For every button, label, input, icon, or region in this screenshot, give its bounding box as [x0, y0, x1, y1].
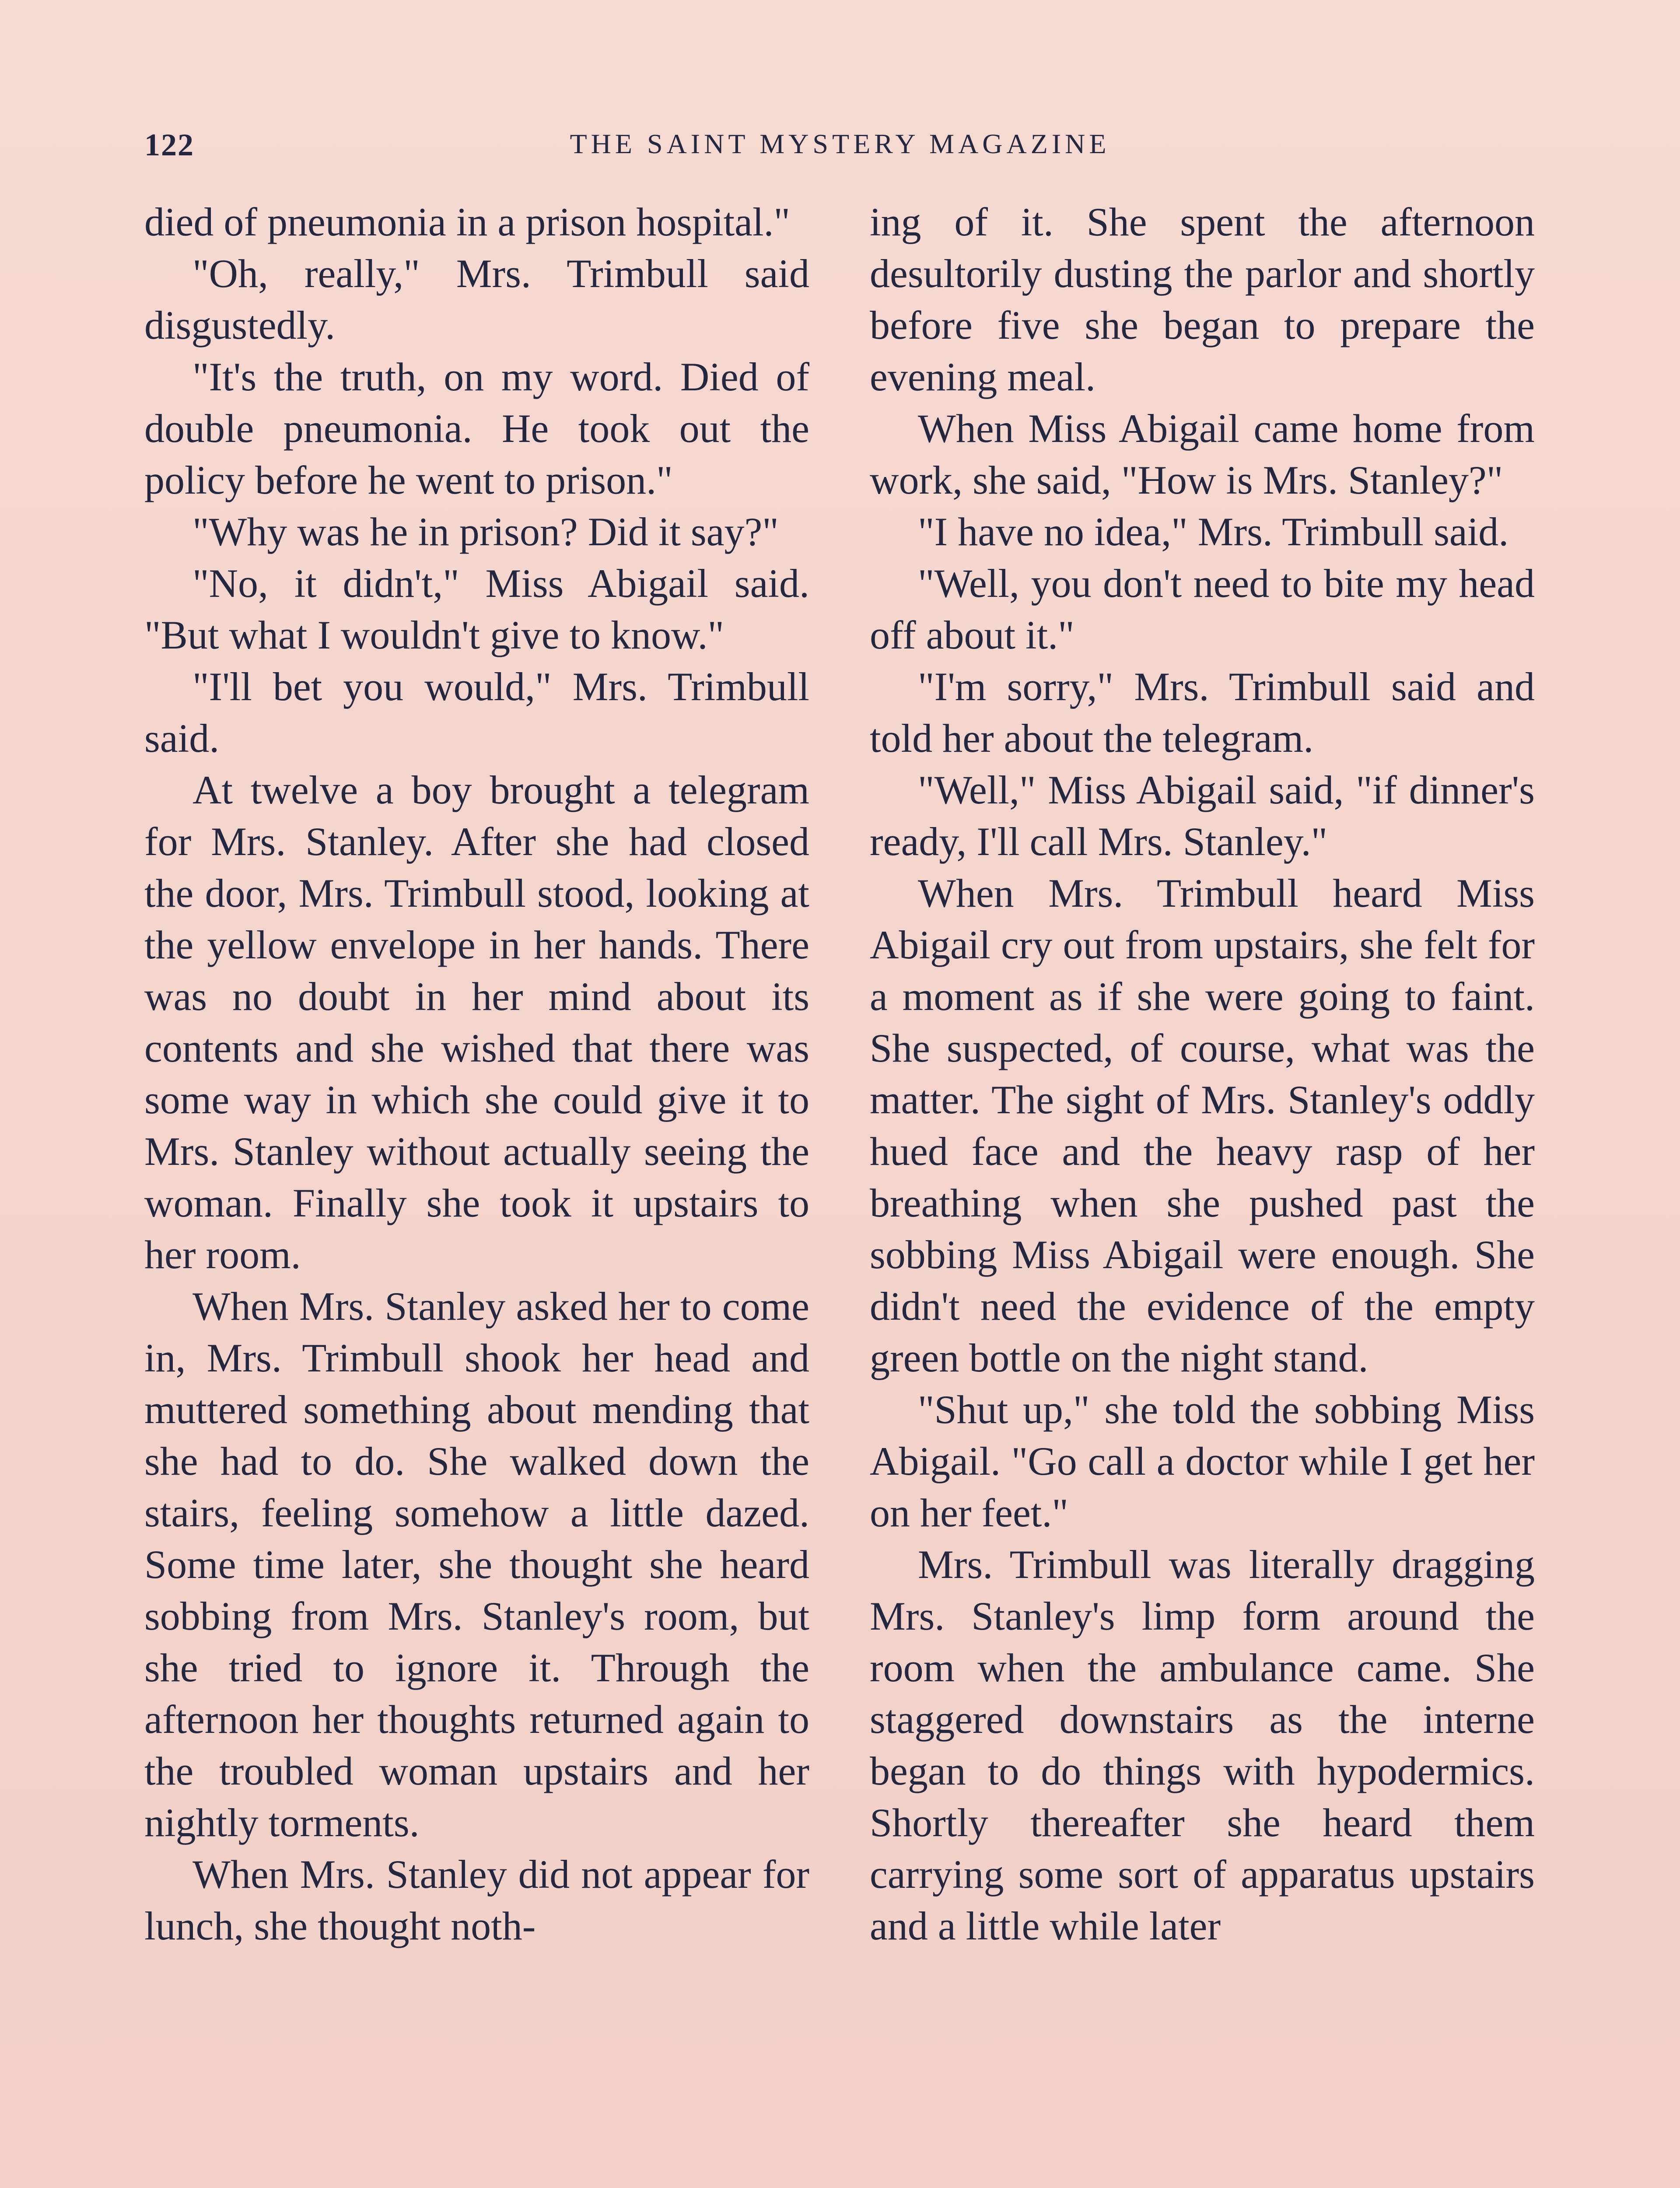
paragraph: "It's the truth, on my word. Died of double pneumonia. He took out the policy before he went to prison.": [144, 354, 809, 502]
running-head: [144, 127, 1536, 179]
paragraph: "Why was he in prison? Did it say?": [192, 509, 779, 554]
paragraph: When Mrs. Stanley did not appear for lunch, she thought noth-: [144, 1852, 809, 1948]
paragraph: When Mrs. Stanley asked her to come in, Mrs. Trimbull shook her head and muttered something about mending that she had to do. She walked down the stairs, feeling somehow a little dazed. Some time later, she thought she heard sobbing from Mrs. Stanley's room, but she tried to ignore it. Through the afternoon her thoughts returned again to the troubled woman upstairs and her nightly torments.: [144, 1284, 809, 1845]
paragraph: "I'll bet you would," Mrs. Trimbull said.: [144, 664, 809, 761]
paragraph: At twelve a boy brought a telegram for Mrs. Stanley. After she had closed the door, Mrs. Trimbull stood, looking at the yellow envelope in her hands. There was no doubt in her mind about its contents and she wished that there was some way in which she could give it to Mrs. Stanley without actually seeing the woman. Finally she took it upstairs to her room.: [144, 768, 809, 1277]
paragraph: Mrs. Trimbull was literally dragging Mrs. Stanley's limp form around the room when the ambulance came. She staggered downstairs as the interne began to do things with hypodermics. Shortly thereafter she heard them carrying some sort of apparatus upstairs and a little while later: [870, 1542, 1535, 1948]
paragraph: died of pneumonia in a prison hospital.": [144, 200, 791, 244]
paragraph: "Well, you don't need to bite my head off about it.": [870, 561, 1535, 657]
paragraph: "I have no idea," Mrs. Trimbull said.: [918, 509, 1509, 554]
paragraph: "Oh, really," Mrs. Trimbull said disgustedly.: [144, 251, 809, 347]
paragraph: When Miss Abigail came home from work, she said, "How is Mrs. Stanley?": [870, 406, 1535, 502]
left-column: [144, 196, 809, 2188]
right-column: [870, 196, 1535, 2188]
magazine-title: THE SAINT MYSTERY MAGAZINE: [570, 128, 1110, 159]
paragraph: ing of it. She spent the afternoon desultorily dusting the parlor and shortly before five she began to prepare the evening meal.: [870, 200, 1535, 399]
page-number: 122: [144, 127, 194, 162]
paragraph: "I'm sorry," Mrs. Trimbull said and told her about the telegram.: [870, 664, 1535, 761]
paragraph: "Shut up," she told the sobbing Miss Abigail. "Go call a doctor while I get her on her feet.": [870, 1387, 1535, 1535]
paragraph: "Well," Miss Abigail said, "if dinner's ready, I'll call Mrs. Stanley.": [870, 768, 1535, 864]
paragraph: When Mrs. Trimbull heard Miss Abigail cry out from upstairs, she felt for a moment as if she were going to faint. She suspected, of course, what was the matter. The sight of Mrs. Stanley's oddly hued face and the heavy rasp of her breathing when she pushed past the sobbing Miss Abigail were enough. She didn't need the evidence of the empty green bottle on the night stand.: [870, 871, 1535, 1380]
paragraph: "No, it didn't," Miss Abigail said. "But what I wouldn't give to know.": [144, 561, 809, 657]
